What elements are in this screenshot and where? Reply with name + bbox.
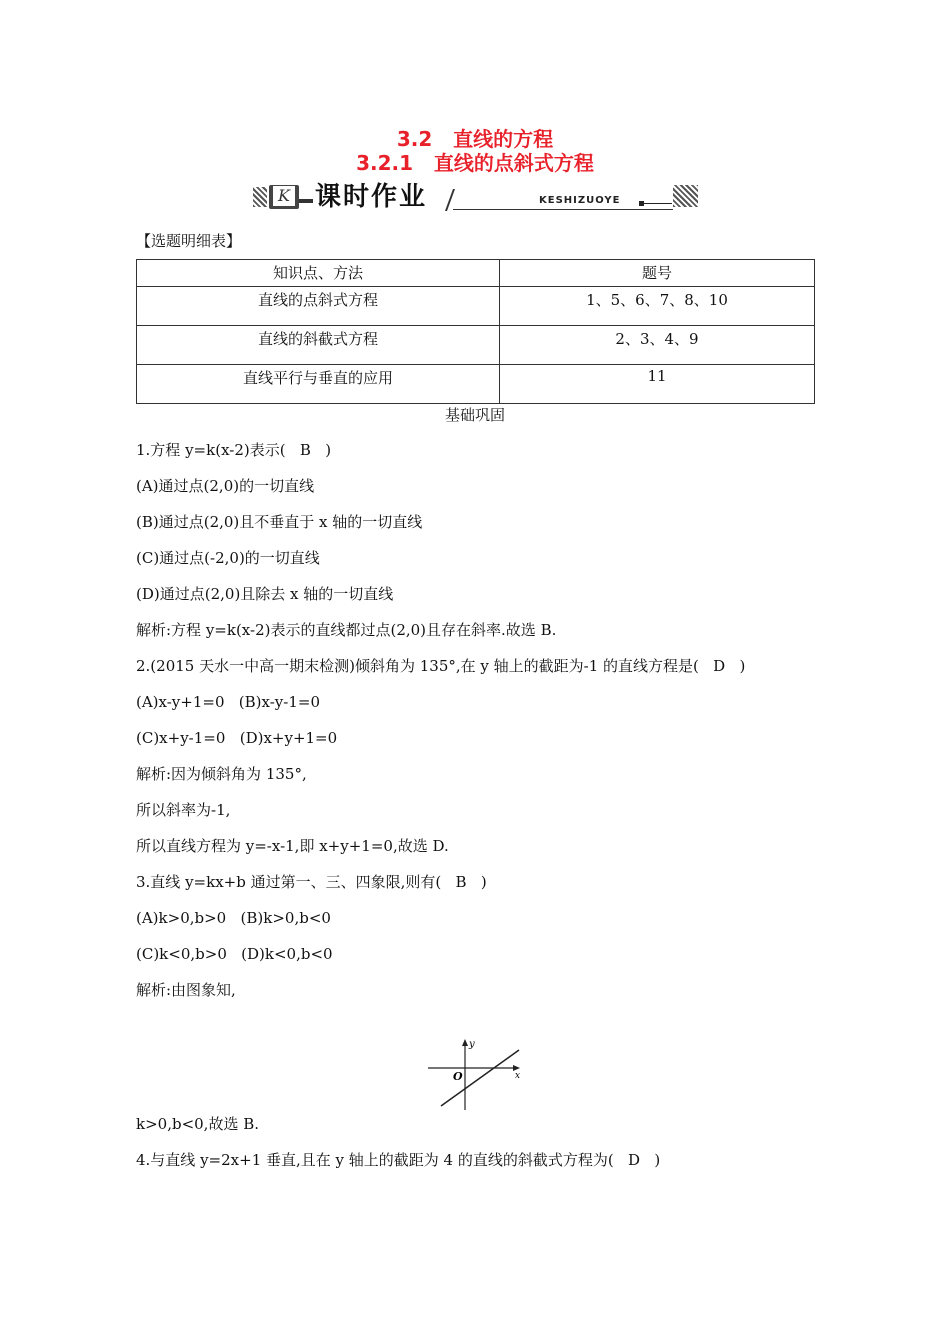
options-3ab: (A)k>0,b>0 (B)k>0,b<0 bbox=[136, 909, 331, 927]
table-row bbox=[137, 365, 815, 404]
option-1b: (B)通过点(2,0)且不垂直于 x 轴的一切直线 bbox=[136, 513, 423, 531]
y-axis-arrow bbox=[462, 1039, 468, 1046]
table-title: 【选题明细表】 bbox=[136, 232, 242, 250]
banner-label: 课时作业 bbox=[315, 182, 428, 212]
y-axis-label: y bbox=[469, 1039, 475, 1050]
banner-slash bbox=[445, 189, 455, 211]
table-cell-topic: 直线的点斜式方程 bbox=[137, 287, 500, 326]
options-2cd: (C)x+y-1=0 (D)x+y+1=0 bbox=[136, 729, 338, 747]
option-1d: (D)通过点(2,0)且除去 x 轴的一切直线 bbox=[136, 585, 394, 603]
question-4: 4.与直线 y=2x+1 垂直,且在 y 轴上的截距为 4 的直线的斜截式方程为( D ) bbox=[136, 1151, 661, 1169]
topic-table bbox=[136, 259, 815, 404]
solution-1: 解析:方程 y=k(x-2)表示的直线都过点(2,0)且存在斜率.故选 B. bbox=[136, 621, 557, 639]
table-cell-topic: 直线的斜截式方程 bbox=[137, 326, 500, 365]
origin-label: O bbox=[453, 1070, 463, 1083]
option-1c: (C)通过点(-2,0)的一切直线 bbox=[136, 549, 320, 567]
x-axis-label: x bbox=[515, 1071, 521, 1081]
table-cell-questions: 11 bbox=[500, 365, 815, 404]
section-label: 基础巩固 bbox=[444, 406, 505, 424]
banner-bar bbox=[299, 199, 313, 203]
table-cell-topic: 直线平行与垂直的应用 bbox=[137, 365, 500, 404]
solution-3-conclusion: k>0,b<0,故选 B. bbox=[136, 1115, 260, 1133]
line-graph-figure bbox=[425, 1038, 535, 1112]
solution-3-intro: 解析:由图象知, bbox=[136, 981, 236, 999]
banner-icon-letter: K bbox=[273, 186, 295, 206]
banner-stripe-left bbox=[253, 187, 267, 207]
banner-stripe-right bbox=[673, 185, 698, 207]
section-title: 3.2 直线的方程 bbox=[396, 127, 554, 151]
table-row bbox=[137, 287, 815, 326]
subsection-title: 3.2.1 直线的点斜式方程 bbox=[356, 151, 594, 175]
question-3: 3.直线 y=kx+b 通过第一、三、四象限,则有( B ) bbox=[136, 873, 487, 891]
banner-k-icon bbox=[269, 185, 299, 209]
table-row bbox=[137, 326, 815, 365]
table-cell-questions: 1、5、6、7、8、10 bbox=[500, 287, 815, 326]
solution-2-line1: 解析:因为倾斜角为 135°, bbox=[136, 765, 307, 783]
question-2: 2.(2015 天水一中高一期末检测)倾斜角为 135°,在 y 轴上的截距为-1 的直线方程是( D ) bbox=[136, 657, 746, 675]
options-3cd: (C)k<0,b>0 (D)k<0,b<0 bbox=[136, 945, 333, 963]
solution-2-line2: 所以斜率为-1, bbox=[136, 801, 231, 819]
options-2ab: (A)x-y+1=0 (B)x-y-1=0 bbox=[136, 693, 320, 711]
question-1: 1.方程 y=k(x-2)表示( B ) bbox=[136, 441, 332, 459]
option-1a: (A)通过点(2,0)的一切直线 bbox=[136, 477, 315, 495]
banner-dash bbox=[644, 203, 672, 204]
table-header-row bbox=[137, 260, 815, 287]
banner-underline bbox=[453, 209, 673, 210]
banner-keyword: KESHIZUOYE bbox=[539, 195, 621, 206]
table-header-questions: 题号 bbox=[500, 260, 815, 287]
table-cell-questions: 2、3、4、9 bbox=[500, 326, 815, 365]
table-header-topic: 知识点、方法 bbox=[137, 260, 500, 287]
solution-2-line3: 所以直线方程为 y=-x-1,即 x+y+1=0,故选 D. bbox=[136, 837, 449, 855]
homework-banner bbox=[253, 181, 698, 213]
